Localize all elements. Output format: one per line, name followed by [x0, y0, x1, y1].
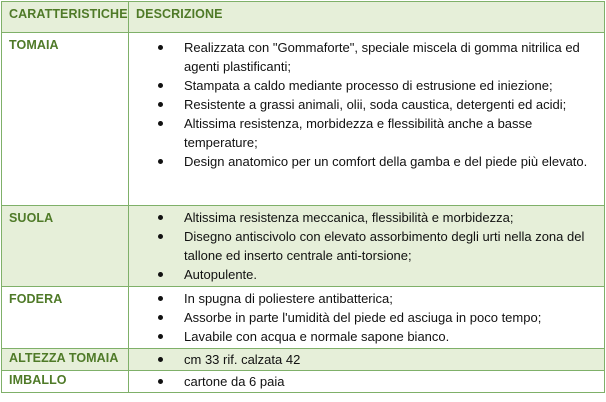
bullet-list [2, 287, 605, 346]
row-name-suola: SUOLA [9, 211, 54, 225]
bullet-icon [158, 379, 163, 384]
list-item: Lavabile con acqua e normale sapone bianco. [2, 327, 605, 346]
bullet-icon [158, 315, 163, 320]
desc-cell [129, 287, 605, 349]
row-name-fodera: FODERA [9, 292, 63, 306]
bullet-list [2, 206, 605, 284]
bullet-list [2, 33, 605, 171]
row-name-imballo: IMBALLO [9, 373, 67, 387]
row-tomaia [2, 33, 605, 206]
list-item: cartone da 6 paia [2, 372, 605, 391]
bullet-icon [158, 45, 163, 50]
bullet-icon [158, 159, 163, 164]
header-description-cell [129, 2, 605, 33]
list-item: cm 33 rif. calzata 42 [2, 350, 605, 369]
row-altezza-tomaia [2, 349, 605, 371]
desc-cell [129, 33, 605, 206]
bullet-icon [158, 102, 163, 107]
list-item: Design anatomico per un comfort della gamba e del piede più elevato. [2, 152, 605, 171]
bullet-icon [158, 296, 163, 301]
desc-cell [129, 349, 605, 371]
bullet-list [2, 349, 605, 369]
row-imballo [2, 371, 605, 393]
bullet-icon [158, 83, 163, 88]
list-item: Realizzata con "Gommaforte", speciale miscela di gomma nitrilica ed agenti plastificanti; [2, 38, 605, 76]
desc-cell [129, 371, 605, 393]
bullet-icon [158, 334, 163, 339]
list-item: Resistente a grassi animali, olii, soda caustica, detergenti ed acidi; [2, 95, 605, 114]
bullet-list [2, 371, 605, 391]
header-characteristics: CARATTERISTICHE [9, 7, 128, 21]
spec-table [1, 1, 605, 393]
header-row [2, 2, 605, 33]
list-item: Altissima resistenza, morbidezza e flessibilità anche a basse temperature; [2, 114, 605, 152]
list-item: In spugna di poliestere antibatterica; [2, 289, 605, 308]
list-item: Disegno antiscivolo con elevato assorbimento degli urti nella zona del tallone ed inserto centrale anti-torsione; [2, 227, 605, 265]
bullet-icon [158, 234, 163, 239]
bullet-icon [158, 215, 163, 220]
header-characteristics-cell [2, 2, 129, 33]
header-description: DESCRIZIONE [136, 7, 223, 21]
list-item: Autopulente. [2, 265, 605, 284]
bullet-icon [158, 357, 163, 362]
row-fodera [2, 287, 605, 349]
row-name-tomaia: TOMAIA [9, 38, 59, 52]
list-item: Assorbe in parte l'umidità del piede ed asciuga in poco tempo; [2, 308, 605, 327]
list-item: Stampata a caldo mediante processo di estrusione ed iniezione; [2, 76, 605, 95]
bullet-icon [158, 272, 163, 277]
row-suola [2, 206, 605, 287]
row-name-altezza-tomaia: ALTEZZA TOMAIA [9, 351, 119, 365]
bullet-icon [158, 121, 163, 126]
list-item: Altissima resistenza meccanica, flessibilità e morbidezza; [2, 208, 605, 227]
desc-cell [129, 206, 605, 287]
